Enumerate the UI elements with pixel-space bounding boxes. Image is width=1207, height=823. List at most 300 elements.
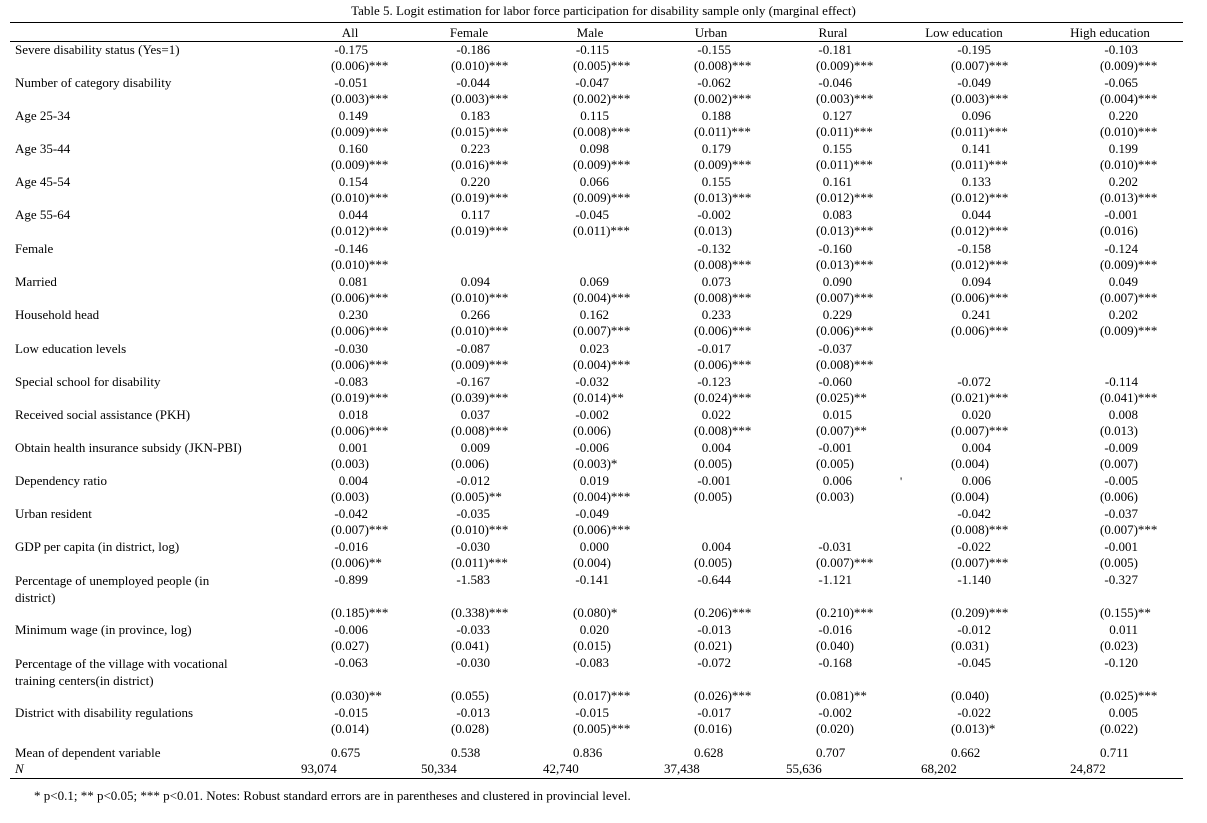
coefficient-cell: -0.017 [697, 341, 731, 356]
coefficient-cell: -0.013 [697, 622, 731, 637]
std-error-cell: (0.009)*** [694, 157, 752, 172]
coefficient-cell: -0.032 [575, 374, 609, 389]
table-title: Table 5. Logit estimation for labor force participation for disability sample only (marginal effect) [351, 3, 856, 18]
coefficient-cell: 0.183 [460, 108, 490, 123]
coefficient-cell: 0.162 [579, 307, 609, 322]
coefficient-cell: -0.001 [1104, 539, 1138, 554]
std-error-cell: (0.005)*** [573, 58, 631, 73]
coefficient-cell: -0.001 [697, 473, 731, 488]
std-error-cell: (0.012)*** [331, 223, 389, 238]
coefficient-cell: 0.230 [338, 307, 368, 322]
std-error-cell: (0.007)** [816, 423, 867, 438]
std-error-cell: (0.013) [694, 223, 732, 238]
row-label: Mean of dependent variable [15, 745, 161, 760]
column-header: Female [449, 25, 489, 40]
std-error-cell: (0.006)*** [694, 323, 752, 338]
row-label: Percentage of unemployed people (in district) [15, 573, 210, 605]
coefficient-cell: -0.083 [575, 655, 609, 670]
std-error-cell: (0.005)*** [573, 721, 631, 736]
coefficient-cell: -0.083 [334, 374, 368, 389]
coefficient-cell: -0.042 [334, 506, 368, 521]
std-error-cell: (0.011)*** [694, 124, 751, 139]
std-error-cell: (0.040) [816, 638, 854, 653]
coefficient-cell: -0.009 [1104, 440, 1138, 455]
std-error-cell: (0.010)*** [1100, 124, 1158, 139]
std-error-cell: (0.008)*** [451, 423, 509, 438]
std-error-cell: (0.010)*** [451, 323, 509, 338]
std-error-cell: (0.012)*** [951, 190, 1009, 205]
mean-cell: 0.628 [694, 745, 724, 760]
coefficient-cell: -0.006 [334, 622, 368, 637]
coefficient-cell: -0.002 [575, 407, 609, 422]
row-label: Minimum wage (in province, log) [15, 622, 192, 637]
coefficient-cell: -0.015 [575, 705, 609, 720]
std-error-cell: (0.009)*** [1100, 257, 1158, 272]
row-label: Household head [15, 307, 100, 322]
std-error-cell: (0.003)*** [816, 91, 874, 106]
coefficient-cell: -0.060 [818, 374, 852, 389]
row-label: Number of category disability [15, 75, 172, 90]
std-error-cell: (0.206)*** [694, 605, 752, 620]
coefficient-cell: 0.220 [1108, 108, 1138, 123]
std-error-cell: (0.005) [1100, 555, 1138, 570]
coefficient-cell: 0.009 [460, 440, 490, 455]
coefficient-cell: -0.031 [818, 539, 852, 554]
coefficient-cell: 0.011 [1109, 622, 1138, 637]
std-error-cell: (0.004) [951, 489, 989, 504]
row-label: Age 25-34 [15, 108, 71, 123]
coefficient-cell: 0.094 [961, 274, 991, 289]
coefficient-cell: 0.083 [822, 207, 852, 222]
std-error-cell: (0.011)*** [816, 124, 873, 139]
coefficient-cell: 0.049 [1108, 274, 1138, 289]
std-error-cell: (0.021) [694, 638, 732, 653]
column-header: Male [576, 25, 604, 40]
std-error-cell: (0.015) [573, 638, 611, 653]
std-error-cell: (0.002)*** [694, 91, 752, 106]
std-error-cell: (0.185)*** [331, 605, 389, 620]
coefficient-cell: 0.073 [701, 274, 731, 289]
coefficient-cell: -0.002 [818, 705, 852, 720]
coefficient-cell: 0.161 [822, 174, 852, 189]
std-error-cell: (0.006)*** [816, 323, 874, 338]
mean-cell: 0.711 [1100, 745, 1129, 760]
coefficient-cell: -0.072 [957, 374, 991, 389]
coefficient-cell: 0.023 [579, 341, 609, 356]
std-error-cell: (0.009)*** [451, 357, 509, 372]
std-error-cell: (0.003)*** [951, 91, 1009, 106]
std-error-cell: (0.081)** [816, 688, 867, 703]
coefficient-cell: -0.016 [818, 622, 852, 637]
std-error-cell: (0.003)*** [331, 91, 389, 106]
std-error-cell: (0.040) [951, 688, 989, 703]
std-error-cell: (0.005) [694, 489, 732, 504]
column-header: Urban [694, 25, 728, 40]
std-error-cell: (0.006) [573, 423, 611, 438]
coefficient-cell: -0.155 [697, 42, 731, 57]
std-error-cell: (0.016) [694, 721, 732, 736]
coefficient-cell: 0.229 [822, 307, 852, 322]
std-error-cell: (0.021)*** [951, 390, 1009, 405]
std-error-cell: (0.003)* [573, 456, 618, 471]
coefficient-cell: -0.072 [697, 655, 731, 670]
coefficient-cell: -0.045 [957, 655, 991, 670]
coefficient-cell: 0.004 [961, 440, 991, 455]
coefficient-cell: 0.179 [701, 141, 731, 156]
coefficient-cell: 0.188 [701, 108, 731, 123]
coefficient-cell: -0.046 [818, 75, 852, 90]
coefficient-cell: 0.005 [1108, 705, 1138, 720]
coefficient-cell: 0.066 [579, 174, 609, 189]
coefficient-cell: -0.168 [818, 655, 852, 670]
std-error-cell: (0.004)*** [1100, 91, 1158, 106]
row-label: GDP per capita (in district, log) [15, 539, 180, 554]
std-error-cell: (0.009)*** [331, 124, 389, 139]
coefficient-cell: 0.015 [822, 407, 852, 422]
coefficient-cell: 0.127 [822, 108, 852, 123]
std-error-cell: (0.009)*** [331, 157, 389, 172]
mean-cell: 0.675 [331, 745, 361, 760]
coefficient-cell: -0.022 [957, 539, 991, 554]
std-error-cell: (0.028) [451, 721, 489, 736]
std-error-cell: (0.007)*** [816, 555, 874, 570]
coefficient-cell: -0.022 [957, 705, 991, 720]
coefficient-cell: 0.155 [822, 141, 852, 156]
coefficient-cell: -0.115 [575, 42, 609, 57]
bottom-rule [10, 778, 1183, 779]
std-error-cell: (0.007)*** [951, 423, 1009, 438]
table-note: * p<0.1; ** p<0.05; *** p<0.01. Notes: Robust standard errors are in parentheses and clustered in provincial level. [34, 788, 631, 803]
std-error-cell: (0.007)*** [816, 290, 874, 305]
coefficient-cell: 0.037 [460, 407, 490, 422]
stray-mark: ' [900, 474, 903, 488]
std-error-cell: (0.010)*** [451, 58, 509, 73]
std-error-cell: (0.010)*** [331, 257, 389, 272]
coefficient-cell: -0.181 [818, 42, 852, 57]
coefficient-cell: -0.124 [1104, 241, 1138, 256]
coefficient-cell: 0.096 [961, 108, 991, 123]
coefficient-cell: -0.001 [818, 440, 852, 455]
coefficient-cell: 0.020 [961, 407, 991, 422]
std-error-cell: (0.003) [331, 489, 369, 504]
coefficient-cell: 0.004 [338, 473, 368, 488]
std-error-cell: (0.006)*** [573, 522, 631, 537]
std-error-cell: (0.006)*** [331, 290, 389, 305]
std-error-cell: (0.012)*** [816, 190, 874, 205]
coefficient-cell: -0.175 [334, 42, 368, 57]
coefficient-cell: -0.049 [957, 75, 991, 90]
std-error-cell: (0.025)** [816, 390, 867, 405]
n-cell: 50,334 [421, 761, 457, 776]
coefficient-cell: -0.123 [697, 374, 731, 389]
std-error-cell: (0.013)*** [816, 257, 874, 272]
coefficient-cell: 0.081 [338, 274, 368, 289]
std-error-cell: (0.338)*** [451, 605, 509, 620]
std-error-cell: (0.016) [1100, 223, 1138, 238]
std-error-cell: (0.002)*** [573, 91, 631, 106]
std-error-cell: (0.005)** [451, 489, 502, 504]
std-error-cell: (0.004)*** [573, 357, 631, 372]
row-label: District with disability regulations [15, 705, 194, 720]
n-cell: 42,740 [543, 761, 579, 776]
std-error-cell: (0.027) [331, 638, 369, 653]
coefficient-cell: -0.186 [456, 42, 490, 57]
coefficient-cell: 0.006 [822, 473, 852, 488]
coefficient-cell: 0.233 [701, 307, 731, 322]
std-error-cell: (0.006)*** [331, 58, 389, 73]
std-error-cell: (0.009)*** [573, 157, 631, 172]
std-error-cell: (0.007)*** [951, 555, 1009, 570]
coefficient-cell: 0.133 [961, 174, 991, 189]
row-label: N [15, 761, 24, 776]
std-error-cell: (0.019)*** [331, 390, 389, 405]
coefficient-cell: 0.220 [460, 174, 490, 189]
coefficient-cell: -0.167 [456, 374, 490, 389]
coefficient-cell: -0.087 [456, 341, 490, 356]
std-error-cell: (0.008)*** [694, 58, 752, 73]
row-label: Age 55-64 [15, 207, 71, 222]
mean-cell: 0.662 [951, 745, 981, 760]
coefficient-cell: -0.005 [1104, 473, 1138, 488]
n-cell: 68,202 [921, 761, 957, 776]
row-label: Age 35-44 [15, 141, 71, 156]
coefficient-cell: -0.006 [575, 440, 609, 455]
coefficient-cell: 0.141 [961, 141, 991, 156]
coefficient-cell: 0.008 [1108, 407, 1138, 422]
std-error-cell: (0.010)*** [1100, 157, 1158, 172]
coefficient-cell: -1.583 [456, 572, 490, 587]
coefficient-cell: -0.103 [1104, 42, 1138, 57]
std-error-cell: (0.007)*** [331, 522, 389, 537]
row-label: Special school for disability [15, 374, 161, 389]
coefficient-cell: 0.098 [579, 141, 609, 156]
top-rule [10, 22, 1183, 23]
mean-cell: 0.538 [451, 745, 481, 760]
coefficient-cell: -0.062 [697, 75, 731, 90]
std-error-cell: (0.009)*** [573, 190, 631, 205]
std-error-cell: (0.024)*** [694, 390, 752, 405]
coefficient-cell: 0.160 [338, 141, 368, 156]
std-error-cell: (0.039)*** [451, 390, 509, 405]
coefficient-cell: -0.114 [1104, 374, 1138, 389]
std-error-cell: (0.015)*** [451, 124, 509, 139]
coefficient-cell: 0.006 [961, 473, 991, 488]
coefficient-cell: 0.266 [460, 307, 490, 322]
coefficient-cell: 0.155 [701, 174, 731, 189]
std-error-cell: (0.030)** [331, 688, 382, 703]
coefficient-cell: 0.094 [460, 274, 490, 289]
std-error-cell: (0.005) [816, 456, 854, 471]
row-label: Dependency ratio [15, 473, 108, 488]
std-error-cell: (0.210)*** [816, 605, 874, 620]
std-error-cell: (0.005) [694, 456, 732, 471]
std-error-cell: (0.003)*** [451, 91, 509, 106]
std-error-cell: (0.010)*** [451, 522, 509, 537]
n-cell: 24,872 [1070, 761, 1106, 776]
std-error-cell: (0.155)** [1100, 605, 1151, 620]
std-error-cell: (0.023) [1100, 638, 1138, 653]
row-label: Female [15, 241, 54, 256]
std-error-cell: (0.011)*** [816, 157, 873, 172]
coefficient-cell: -0.644 [697, 572, 731, 587]
coefficient-cell: -0.195 [957, 42, 991, 57]
std-error-cell: (0.005) [694, 555, 732, 570]
coefficient-cell: -0.044 [456, 75, 490, 90]
coefficient-cell: -0.065 [1104, 75, 1138, 90]
std-error-cell: (0.041) [451, 638, 489, 653]
std-error-cell: (0.006) [451, 456, 489, 471]
coefficient-cell: -1.121 [818, 572, 852, 587]
std-error-cell: (0.008)*** [694, 423, 752, 438]
column-header: Low education [925, 25, 1003, 40]
row-label: Received social assistance (PKH) [15, 407, 191, 422]
std-error-cell: (0.025)*** [1100, 688, 1158, 703]
coefficient-cell: -0.033 [456, 622, 490, 637]
column-header: All [341, 25, 359, 40]
coefficient-cell: 0.115 [580, 108, 609, 123]
std-error-cell: (0.013)*** [694, 190, 752, 205]
std-error-cell: (0.209)*** [951, 605, 1009, 620]
std-error-cell: (0.019)*** [451, 223, 509, 238]
std-error-cell: (0.006) [1100, 489, 1138, 504]
coefficient-cell: -0.146 [334, 241, 368, 256]
coefficient-cell: -0.030 [456, 655, 490, 670]
std-error-cell: (0.008)*** [694, 257, 752, 272]
coefficient-cell: -0.899 [334, 572, 368, 587]
std-error-cell: (0.006)** [331, 555, 382, 570]
std-error-cell: (0.007) [1100, 456, 1138, 471]
std-error-cell: (0.013) [1100, 423, 1138, 438]
mean-cell: 0.836 [573, 745, 603, 760]
std-error-cell: (0.012)*** [951, 257, 1009, 272]
coefficient-cell: 0.022 [701, 407, 731, 422]
coefficient-cell: -0.013 [456, 705, 490, 720]
coefficient-cell: -0.030 [334, 341, 368, 356]
coefficient-cell: -0.012 [957, 622, 991, 637]
coefficient-cell: -0.049 [575, 506, 609, 521]
std-error-cell: (0.007)*** [1100, 290, 1158, 305]
std-error-cell: (0.017)*** [573, 688, 631, 703]
n-cell: 93,074 [301, 761, 337, 776]
row-label: Percentage of the village with vocational training centers(in district) [15, 656, 228, 688]
coefficient-cell: -0.063 [334, 655, 368, 670]
std-error-cell: (0.006)*** [331, 323, 389, 338]
coefficient-cell: -0.002 [697, 207, 731, 222]
std-error-cell: (0.006)*** [331, 423, 389, 438]
std-error-cell: (0.022) [1100, 721, 1138, 736]
std-error-cell: (0.009)*** [1100, 58, 1158, 73]
coefficient-cell: 0.044 [961, 207, 991, 222]
coefficient-cell: 0.069 [579, 274, 609, 289]
row-label: Urban resident [15, 506, 92, 521]
std-error-cell: (0.011)*** [951, 124, 1008, 139]
std-error-cell: (0.041)*** [1100, 390, 1158, 405]
coefficient-cell: 0.202 [1108, 307, 1138, 322]
std-error-cell: (0.003) [331, 456, 369, 471]
coefficient-cell: -0.035 [456, 506, 490, 521]
std-error-cell: (0.006)*** [951, 323, 1009, 338]
std-error-cell: (0.009)*** [816, 58, 874, 73]
std-error-cell: (0.007)*** [1100, 522, 1158, 537]
coefficient-cell: -0.016 [334, 539, 368, 554]
coefficient-cell: 0.117 [461, 207, 490, 222]
coefficient-cell: -0.037 [818, 341, 852, 356]
std-error-cell: (0.004)*** [573, 489, 631, 504]
coefficient-cell: -0.045 [575, 207, 609, 222]
coefficient-cell: 0.004 [701, 539, 731, 554]
std-error-cell: (0.004)*** [573, 290, 631, 305]
coefficient-cell: -0.017 [697, 705, 731, 720]
coefficient-cell: 0.004 [701, 440, 731, 455]
coefficient-cell: 0.241 [961, 307, 991, 322]
coefficient-cell: -0.001 [1104, 207, 1138, 222]
coefficient-cell: -0.141 [575, 572, 609, 587]
coefficient-cell: -0.160 [818, 241, 852, 256]
coefficient-cell: -0.132 [697, 241, 731, 256]
coefficient-cell: -0.037 [1104, 506, 1138, 521]
std-error-cell: (0.007)*** [951, 58, 1009, 73]
coefficient-cell: 0.223 [460, 141, 490, 156]
n-cell: 55,636 [786, 761, 822, 776]
coefficient-cell: -0.030 [456, 539, 490, 554]
row-label: Low education levels [15, 341, 127, 356]
std-error-cell: (0.009)*** [1100, 323, 1158, 338]
coefficient-cell: 0.090 [822, 274, 852, 289]
std-error-cell: (0.008)*** [694, 290, 752, 305]
std-error-cell: (0.016)*** [451, 157, 509, 172]
coefficient-cell: 0.000 [579, 539, 609, 554]
std-error-cell: (0.010)*** [331, 190, 389, 205]
row-label: Obtain health insurance subsidy (JKN-PBI) [15, 440, 242, 455]
coefficient-cell: -0.158 [957, 241, 991, 256]
std-error-cell: (0.080)* [573, 605, 618, 620]
coefficient-cell: -0.042 [957, 506, 991, 521]
coefficient-cell: 0.001 [338, 440, 368, 455]
std-error-cell: (0.014)** [573, 390, 624, 405]
row-label: Married [15, 274, 57, 289]
std-error-cell: (0.013)*** [816, 223, 874, 238]
std-error-cell: (0.008)*** [951, 522, 1009, 537]
coefficient-cell: -1.140 [957, 572, 991, 587]
n-cell: 37,438 [664, 761, 700, 776]
row-label: Age 45-54 [15, 174, 71, 189]
std-error-cell: (0.013)* [951, 721, 996, 736]
coefficient-cell: -0.015 [334, 705, 368, 720]
coefficient-cell: 0.149 [338, 108, 368, 123]
column-header: High education [1070, 25, 1150, 40]
std-error-cell: (0.020) [816, 721, 854, 736]
std-error-cell: (0.004) [573, 555, 611, 570]
coefficient-cell: 0.020 [579, 622, 609, 637]
std-error-cell: (0.006)*** [694, 357, 752, 372]
column-header: Rural [818, 25, 848, 40]
coefficient-cell: -0.047 [575, 75, 609, 90]
coefficient-cell: -0.051 [334, 75, 368, 90]
std-error-cell: (0.011)*** [451, 555, 508, 570]
coefficient-cell: -0.012 [456, 473, 490, 488]
std-error-cell: (0.011)*** [573, 223, 630, 238]
std-error-cell: (0.008)*** [816, 357, 874, 372]
std-error-cell: (0.026)*** [694, 688, 752, 703]
std-error-cell: (0.007)*** [573, 323, 631, 338]
std-error-cell: (0.008)*** [573, 124, 631, 139]
std-error-cell: (0.011)*** [951, 157, 1008, 172]
coefficient-cell: -0.327 [1104, 572, 1138, 587]
std-error-cell: (0.014) [331, 721, 369, 736]
std-error-cell: (0.006)*** [951, 290, 1009, 305]
std-error-cell: (0.031) [951, 638, 989, 653]
mean-cell: 0.707 [816, 745, 846, 760]
